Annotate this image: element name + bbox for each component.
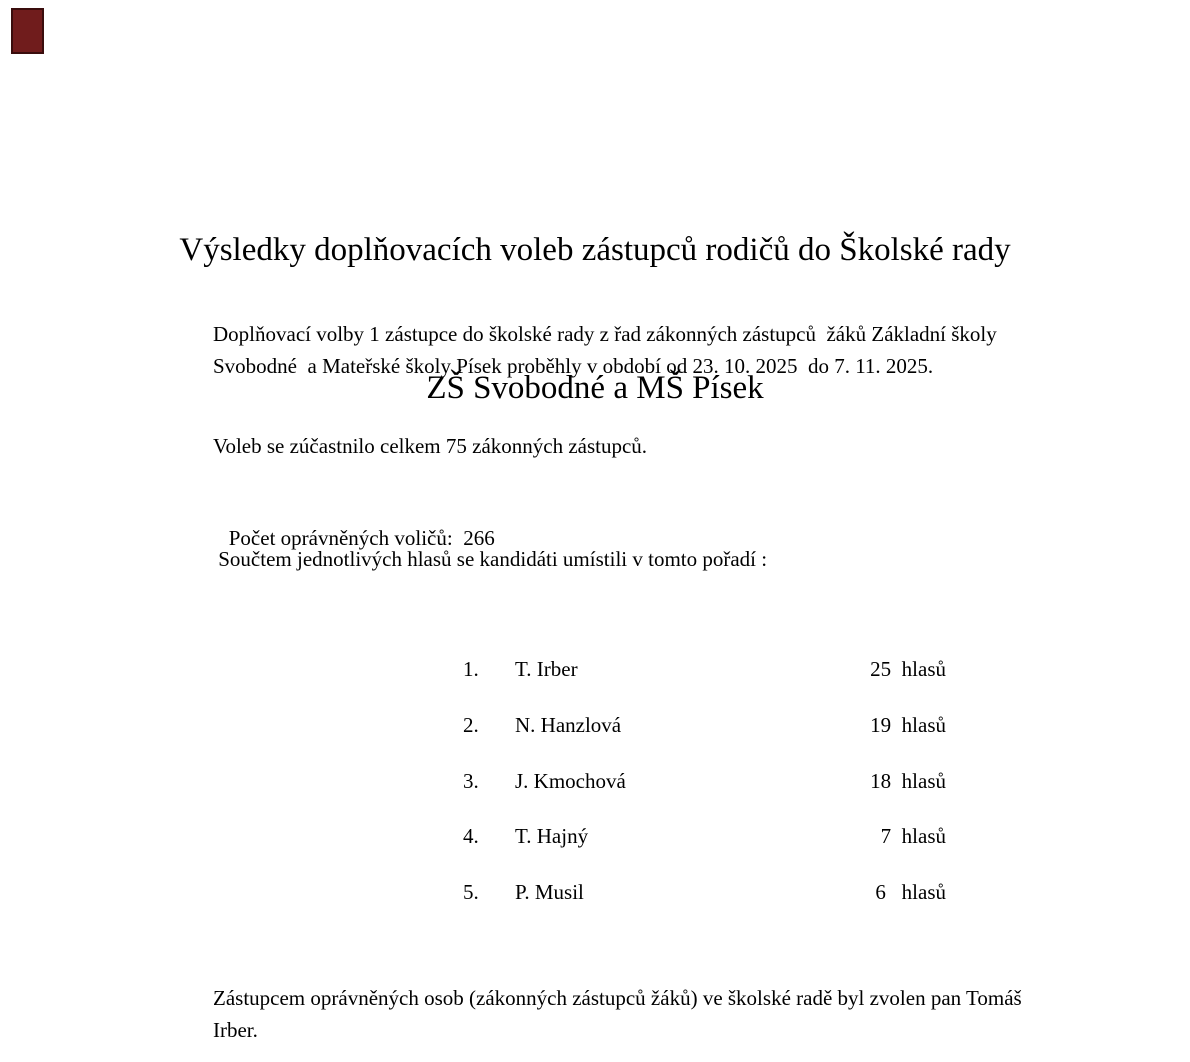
result-candidate-name: T. Irber (515, 657, 578, 681)
title-line-2: ZŠ Svobodné a MŠ Písek (426, 370, 764, 406)
result-rank: 5. (463, 880, 479, 904)
result-rank: 2. (463, 713, 479, 737)
title-line-1: Výsledky doplňovacích voleb zástupců rodičů do Školské rady (179, 232, 1011, 268)
result-row (0, 765, 1190, 797)
result-candidate-name: N. Hanzlová (515, 713, 622, 737)
result-rank: 4. (463, 824, 479, 848)
paragraph-intro: Doplňovací volby 1 zástupce do školské rady z řad zákonných zástupců žáků Základní školy Svobodné a Mateřské školy Písek proběhly v období od 23. 10. 2025 do 7. 11. 2025. (213, 322, 1003, 378)
result-votes: 6 hlasů (875, 880, 946, 904)
result-row (0, 876, 1190, 908)
eligible-voters-label: Počet oprávněných voličů: (223, 526, 464, 550)
result-row (0, 653, 1190, 685)
result-rank: 3. (463, 769, 479, 793)
result-votes: 25 hlasů (870, 657, 946, 681)
page-marker (11, 8, 44, 54)
result-row (0, 709, 1190, 741)
eligible-voters-count: 266 (463, 526, 495, 550)
paragraph-conclusion: Zástupcem oprávněných osob (zákonných zástupců žáků) ve školské radě byl zvolen pan Tomáš Irber. (213, 986, 1027, 1042)
result-votes: 19 hlasů (870, 713, 946, 737)
result-rank: 1. (463, 657, 479, 681)
result-candidate-name: J. Kmochová (515, 769, 626, 793)
result-votes: 18 hlasů (870, 769, 946, 793)
document-title (0, 135, 1190, 457)
result-candidate-name: P. Musil (515, 880, 584, 904)
paragraph-turnout: Voleb se zúčastnilo celkem 75 zákonných zástupců. (213, 434, 648, 458)
paragraph-ranking-intro: Součtem jednotlivých hlasů se kandidáti umístili v tomto pořadí : (213, 547, 768, 571)
result-votes: 7 hlasů (880, 824, 946, 848)
result-candidate-name: T. Hajný (515, 824, 589, 848)
result-row (0, 820, 1190, 852)
